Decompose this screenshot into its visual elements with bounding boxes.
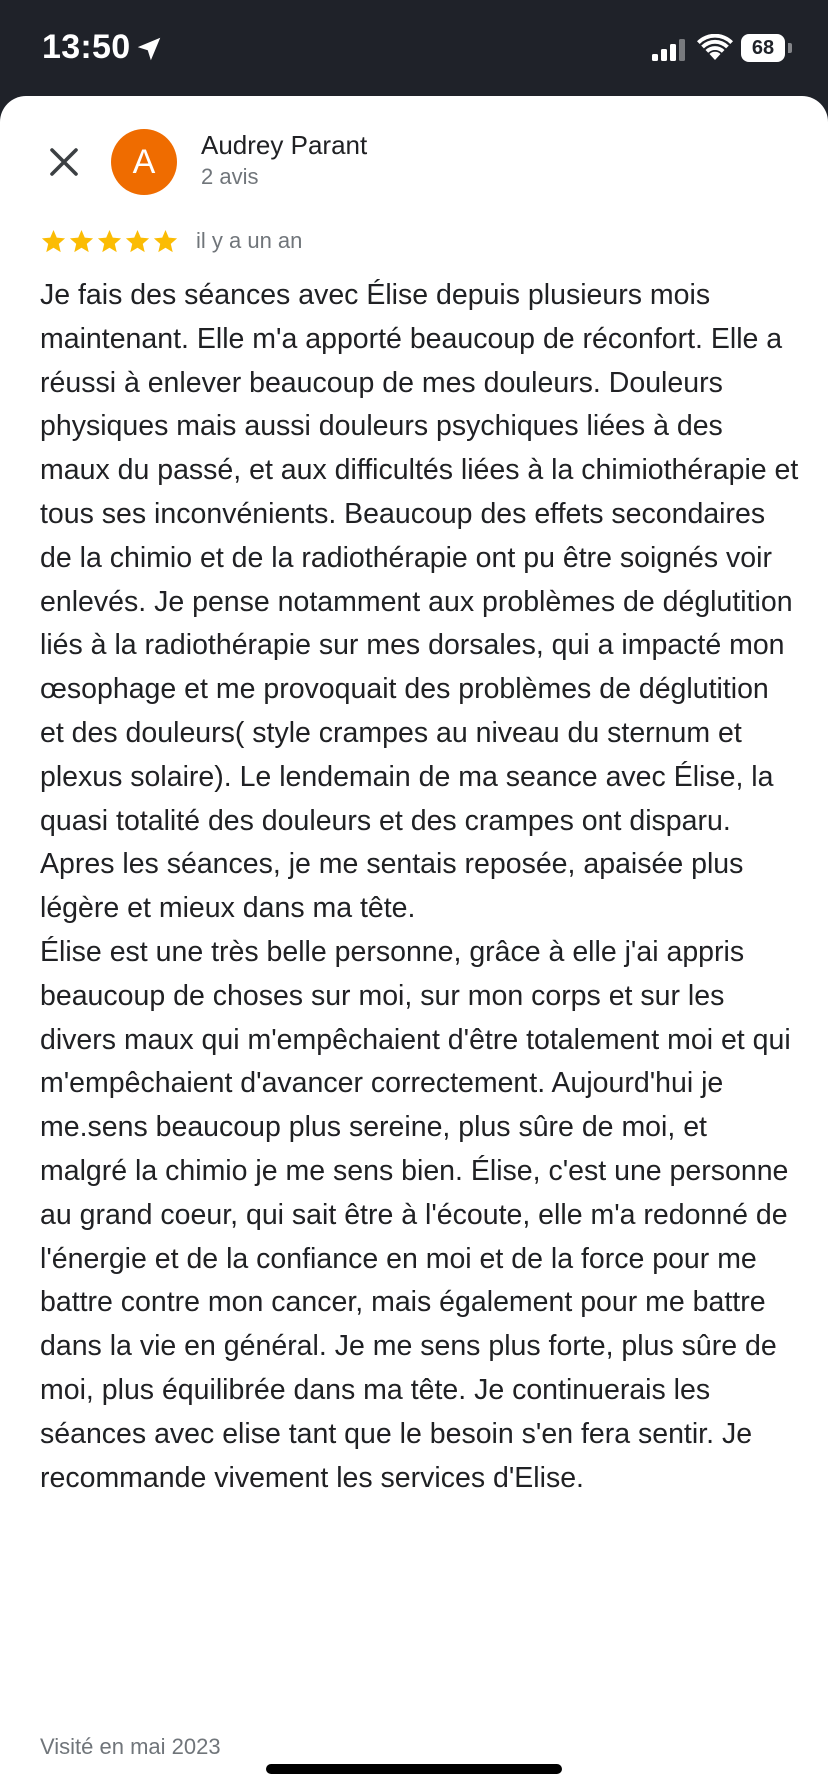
review-date: il y a un an: [196, 228, 303, 253]
review-sheet: [0, 96, 828, 1792]
author-name[interactable]: Audrey Parant: [201, 130, 368, 160]
star-icon: [68, 228, 95, 255]
author-review-count: 2 avis: [201, 164, 259, 189]
battery-indicator: [741, 34, 793, 62]
star-icon: [152, 228, 179, 255]
battery-level: 68: [741, 34, 785, 62]
status-bar: [0, 0, 828, 96]
review-text: Je fais des séances avec Élise depuis plusieurs mois maintenant. Elle m'a apporté beaucoup de réconfort. Elle a réussi à enlever beaucoup de mes douleurs. Douleurs physiques mais aussi douleurs psychiques liées à des maux du passé, et aux difficultés liées à la chimiothérapie et tous ses inconvénients. Beaucoup des effets secondaires de la chimio et de la radiothérapie ont pu être soignés voir enlevés. Je pense notamment aux problèmes de déglutition liés à la radiothérapie sur mes dorsales, qui a impacté mon œsophage et me provoquait des problèmes de déglutition et des douleurs( style crampes au niveau du sternum et plexus solaire). Le lendemain de ma seance avec Élise, la quasi totalité des douleurs et des crampes ont disparu. Apres les séances, je me sentais reposée, apaisée plus légère et mieux dans ma tête. Élise est une très belle personne, grâce à elle j'ai appris beaucoup de choses sur moi, sur mon corps et sur les divers maux qui m'empêchaient d'être totalement moi et qui m'empêchaient d'avancer correctement. Aujourd'hui je me.sens beaucoup plus sereine, plus sûre de moi, et malgré la chimio je me sens bien. Élise, c'est une personne au grand coeur, qui sait être à l'écoute, elle m'a redonné de l'énergie et de la confiance en moi et de la force pour me battre contre mon cancer, mais également pour me battre dans la vie en général. Je me sens plus forte, plus sûre de moi, plus équilibrée dans ma tête. Je continuerais les séances avec elise tant que le besoin s'en fera sentir. Je recommande vivement les services d'Elise.: [40, 279, 799, 1494]
status-time: 13:50: [42, 28, 131, 66]
location-arrow-icon: [134, 34, 164, 64]
star-icon: [40, 228, 67, 255]
star-icon: [124, 228, 151, 255]
rating-row: [40, 226, 302, 256]
close-icon[interactable]: [40, 138, 88, 186]
wifi-icon: [697, 34, 733, 62]
home-indicator[interactable]: [266, 1764, 562, 1774]
visit-date: Visité en mai 2023: [40, 1734, 221, 1759]
cellular-signal-icon: [651, 38, 687, 62]
avatar[interactable]: A: [111, 129, 177, 195]
star-icon: [96, 228, 123, 255]
battery-cap: [788, 43, 792, 53]
star-rating: [40, 228, 180, 255]
